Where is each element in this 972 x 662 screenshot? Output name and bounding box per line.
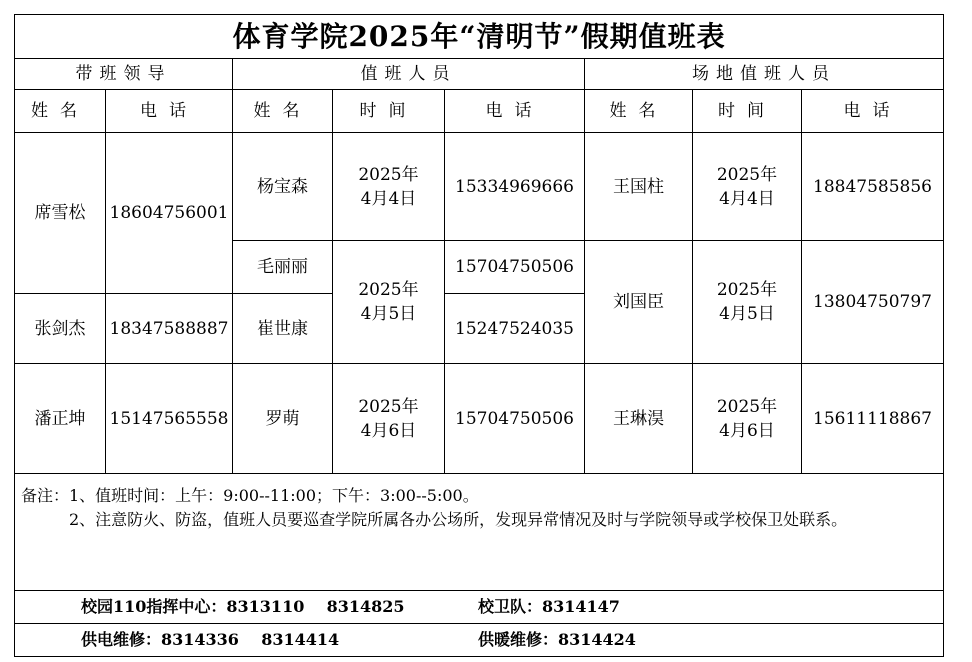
staff-phone-cell: 15334969666	[445, 133, 585, 241]
staff-date-cell	[333, 241, 445, 364]
contact-row-2	[15, 624, 944, 657]
date-year: 2025年	[716, 396, 778, 417]
staff-date-cell	[333, 133, 445, 241]
security-team-contact: 校卫队：8314147	[478, 597, 620, 616]
leader-name-cell: 张剑杰	[15, 294, 106, 364]
date-day: 4月5日	[360, 304, 417, 324]
note-line-1: 备注：1、值班时间：上午：9:00--11:00；下午：3:00--5:00。	[21, 486, 479, 505]
date-day: 4月4日	[360, 188, 417, 209]
leader-name-cell: 席雪松	[15, 133, 106, 294]
staff-name-cell: 崔世康	[233, 294, 333, 364]
column-header-phone: 电话	[802, 90, 944, 133]
staff-phone-cell: 15247524035	[445, 294, 585, 364]
group-header-venue: 场地值班人员	[585, 59, 944, 90]
venue-phone-cell: 15611118867	[802, 364, 944, 474]
venue-date-cell	[693, 364, 802, 474]
venue-date-cell	[693, 241, 802, 364]
group-header-staff: 值班人员	[233, 59, 585, 90]
column-header-time: 时间	[333, 90, 445, 133]
venue-phone-cell: 13804750797	[802, 241, 944, 364]
column-header-phone: 电话	[106, 90, 233, 133]
date-year: 2025年	[716, 164, 778, 185]
column-header-time: 时间	[693, 90, 802, 133]
date-day: 4月6日	[719, 420, 775, 441]
column-header-name: 姓名	[585, 90, 693, 133]
staff-date-cell	[333, 364, 445, 474]
page-title: 体育学院2025年“清明节”假期值班表	[15, 15, 944, 59]
column-header-name: 姓名	[15, 90, 106, 133]
notes-cell	[15, 474, 944, 591]
staff-phone-cell: 15704750506	[445, 364, 585, 474]
contact-row-1	[15, 591, 944, 624]
staff-name-cell: 罗萌	[233, 364, 333, 474]
date-year: 2025年	[358, 396, 419, 417]
staff-name-cell: 毛丽丽	[233, 241, 333, 294]
venue-name-cell: 刘国臣	[585, 241, 693, 364]
campus-110-contact: 校园110指挥中心：8313110 8314825	[81, 597, 405, 616]
duty-roster-table	[14, 14, 944, 657]
column-header-phone: 电话	[445, 90, 585, 133]
venue-name-cell: 王国柱	[585, 133, 693, 241]
date-year: 2025年	[358, 164, 419, 185]
date-year: 2025年	[716, 280, 778, 300]
leader-name-cell: 潘正坤	[15, 364, 106, 474]
leader-phone-cell: 18604756001	[106, 133, 233, 294]
venue-date-cell	[693, 133, 802, 241]
group-header-leader: 带班领导	[15, 59, 233, 90]
date-day: 4月4日	[719, 188, 775, 209]
heating-repair-contact: 供暖维修：8314424	[478, 630, 636, 649]
leader-phone-cell: 15147565558	[106, 364, 233, 474]
date-year: 2025年	[358, 280, 419, 300]
venue-phone-cell: 18847585856	[802, 133, 944, 241]
date-day: 4月5日	[719, 304, 775, 324]
power-repair-contact: 供电维修：8314336 8314414	[81, 630, 340, 649]
column-header-name: 姓名	[233, 90, 333, 133]
note-line-2: 2、注意防火、防盗，值班人员要巡查学院所属各办公场所，发现异常情况及时与学院领导或学校保卫处联系。	[69, 510, 848, 529]
leader-phone-cell: 18347588887	[106, 294, 233, 364]
venue-name-cell: 王琳淏	[585, 364, 693, 474]
staff-phone-cell: 15704750506	[445, 241, 585, 294]
staff-name-cell: 杨宝森	[233, 133, 333, 241]
date-day: 4月6日	[360, 420, 417, 441]
